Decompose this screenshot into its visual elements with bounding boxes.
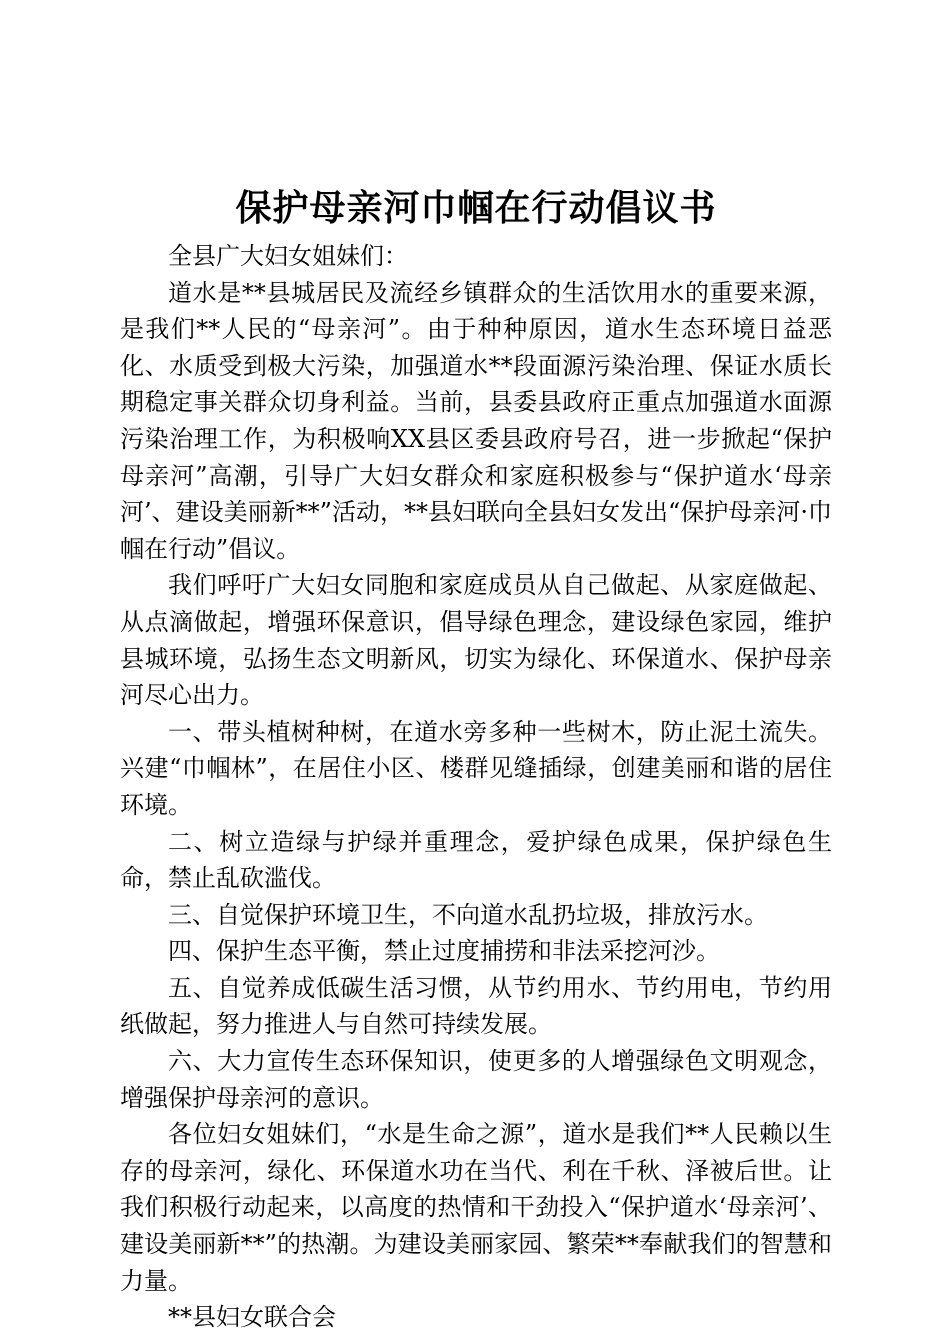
paragraph-item-5: 五、自觉养成低碳生活习惯，从节约用水、节约用电，节约用纸做起，努力推进人与自然可持续发展。 <box>120 973 832 1039</box>
document-title: 保护母亲河巾帼在行动倡议书 <box>235 187 717 229</box>
paragraph-intro: 道水是**县城居民及流经乡镇群众的生活饮用水的重要来源，是我们**人民的“母亲河”。由于种种原因，道水生态环境日益恶化、水质受到极大污染，加强道水**段面源污染治理、保证水质长期稳定事关群众切身利益。当前，县委县政府正重点加强道水面源污染治理工作，为积极响XX县区委县政府号召，进一步掀起“保护母亲河”高潮，引导广大妇女群众和家庭积极参与“保护道水‘母亲河’、建设美丽新**”活动，**县妇联向全县妇女发出“保护母亲河·巾帼在行动”倡议。 <box>120 278 832 563</box>
paragraph-item-4: 四、保护生态平衡，禁止过度捕捞和非法采挖河沙。 <box>168 937 720 966</box>
paragraph-item-6: 六、大力宣传生态环保知识，使更多的人增强绿色文明观念，增强保护母亲河的意识。 <box>120 1047 832 1112</box>
signature: **县妇女联合会 <box>168 1303 336 1332</box>
paragraph-item-2: 二、树立造绿与护绿并重理念，爱护绿色成果，保护绿色生命，禁止乱砍滥伐。 <box>120 827 832 893</box>
salutation: 全县广大妇女姐妹们： <box>168 242 408 270</box>
paragraph-item-1: 一、带头植树种树，在道水旁多种一些树木，防止泥土流失。兴建“巾帼林”，在居住小区、楼群见缝插绿，创建美丽和谐的居住环境。 <box>120 717 832 819</box>
paragraph-closing: 各位妇女姐妹们，“水是生命之源”，道水是我们**人民赖以生存的母亲河，绿化、环保道水功在当代、利在千秋、泽被后世。让我们积极行动起来，以高度的热情和干劲投入“保护道水‘母亲河’、建设美丽新**”的热潮。为建设美丽家园、繁荣**奉献我们的智慧和力量。 <box>120 1120 832 1295</box>
paragraph-appeal: 我们呼吁广大妇女同胞和家庭成员从自己做起、从家庭做起、从点滴做起，增强环保意识，倡导绿色理念，建设绿色家园，维护县城环境，弘扬生态文明新风，切实为绿化、环保道水、保护母亲河尽心出力。 <box>120 571 832 710</box>
document-page <box>120 180 832 1336</box>
paragraph-item-3: 三、自觉保护环境卫生，不向道水乱扔垃圾，排放污水。 <box>168 900 768 929</box>
